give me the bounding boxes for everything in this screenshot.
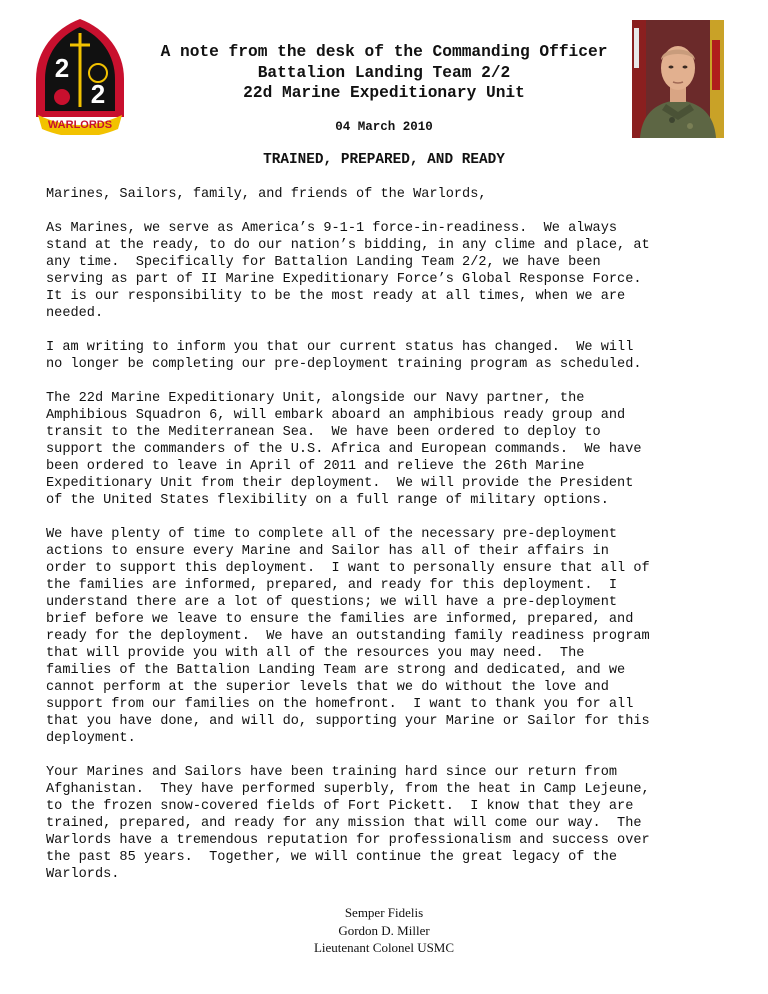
text-line: been ordered to leave in April of 2011 and relieve the 26th Marine: [46, 459, 585, 474]
paragraph: [46, 339, 736, 373]
text-line: Your Marines and Sailors have been training hard since our return from: [46, 765, 618, 780]
text-line: families of the Battalion Landing Team are strong and dedicated, and we: [46, 663, 626, 678]
text-line: actions to ensure every Marine and Sailor has all of their affairs in: [46, 544, 609, 559]
text-line: understand there are a lot of questions; we will have a pre-deployment: [46, 595, 618, 610]
text-line: order to support this deployment. I want to personally ensure that all of: [46, 561, 650, 576]
text-line: the past 85 years. Together, we will continue the great legacy of the: [46, 850, 618, 865]
text-line: We have plenty of time to complete all of the necessary pre-deployment: [46, 527, 618, 542]
text-line: As Marines, we serve as America’s 9-1-1 force-in-readiness. We always: [46, 221, 618, 236]
text-line: ready for the deployment. We have an outstanding family readiness program: [46, 629, 650, 644]
text-line: serving as part of II Marine Expeditionary Force’s Global Response Force.: [46, 272, 642, 287]
logo-number: 2: [54, 53, 70, 83]
text-line: needed.: [46, 306, 104, 321]
letterhead-line-3: 22d Marine Expeditionary Unit: [243, 84, 525, 102]
signature-rank: Lieutenant Colonel USMC: [313, 940, 455, 955]
text-line: trained, prepared, and ready for any mission that will come our way. The: [46, 816, 642, 831]
text-line: deployment.: [46, 731, 136, 746]
text-line: to the frozen snow-covered fields of Fort Pickett. I know that they are: [46, 799, 634, 814]
text-line: no longer be completing our pre-deployment training program as scheduled.: [46, 357, 642, 372]
text-line: Amphibious Squadron 6, will embark aboard an amphibious ready group and: [46, 408, 626, 423]
letterhead: [130, 42, 638, 104]
letterhead-line-2: Battalion Landing Team 2/2: [257, 63, 511, 82]
letterhead-line-1: A note from the desk of the Commanding Officer: [160, 43, 608, 61]
text-line: It is our responsibility to be the most ready at all times, when we are: [46, 289, 626, 304]
warlords-emblem-icon: [32, 17, 128, 135]
paragraph: [46, 526, 736, 747]
text-line: the families are informed, prepared, and ready for this deployment. I: [46, 578, 618, 593]
signature-closing: Semper Fidelis: [344, 905, 424, 920]
letter-title: TRAINED, PREPARED, AND READY: [263, 152, 505, 168]
letter-body: [46, 186, 736, 883]
text-line: transit to the Mediterranean Sea. We have been ordered to deploy to: [46, 425, 601, 440]
paragraph: [46, 390, 736, 509]
text-line: Warlords have a tremendous reputation for professionalism and success over: [46, 833, 650, 848]
greeting: Marines, Sailors, family, and friends of the Warlords,: [46, 187, 487, 202]
text-line: Afghanistan. They have performed superbly, from the heat in Camp Lejeune,: [46, 782, 650, 797]
text-line: Expeditionary Unit from their deployment. We will provide the President: [46, 476, 634, 491]
commander-portrait-icon: [632, 20, 724, 138]
text-line: that you have done, and will do, supporting your Marine or Sailor for this: [46, 714, 650, 729]
letter-date: 04 March 2010: [335, 120, 433, 134]
text-line: of the United States flexibility on a full range of military options.: [46, 493, 609, 508]
text-line: support from our families on the homefront. I want to thank you for all: [46, 697, 634, 712]
text-line: any time. Specifically for Battalion Landing Team 2/2, we have been: [46, 255, 601, 270]
text-line: that will provide you with all of the resources you may need. The: [46, 646, 585, 661]
text-line: stand at the ready, to do our nation’s bidding, in any clime and place, at: [46, 238, 650, 253]
signature-block: [0, 904, 768, 957]
paragraph: [46, 764, 736, 883]
signature-name: Gordon D. Miller: [338, 922, 430, 938]
logo-number: 2: [90, 79, 106, 109]
paragraph: [46, 220, 736, 322]
text-line: brief before we leave to ensure the families are informed, prepared, and: [46, 612, 634, 627]
text-line: I am writing to inform you that our current status has changed. We will: [46, 340, 634, 355]
text-line: The 22d Marine Expeditionary Unit, alongside our Navy partner, the: [46, 391, 585, 406]
text-line: Warlords.: [46, 867, 120, 882]
text-line: cannot perform at the superior levels that we do without the love and: [46, 680, 609, 695]
logo-banner: WARLORDS: [47, 119, 113, 131]
text-line: support the commanders of the U.S. Africa and European commands. We have: [46, 442, 642, 457]
